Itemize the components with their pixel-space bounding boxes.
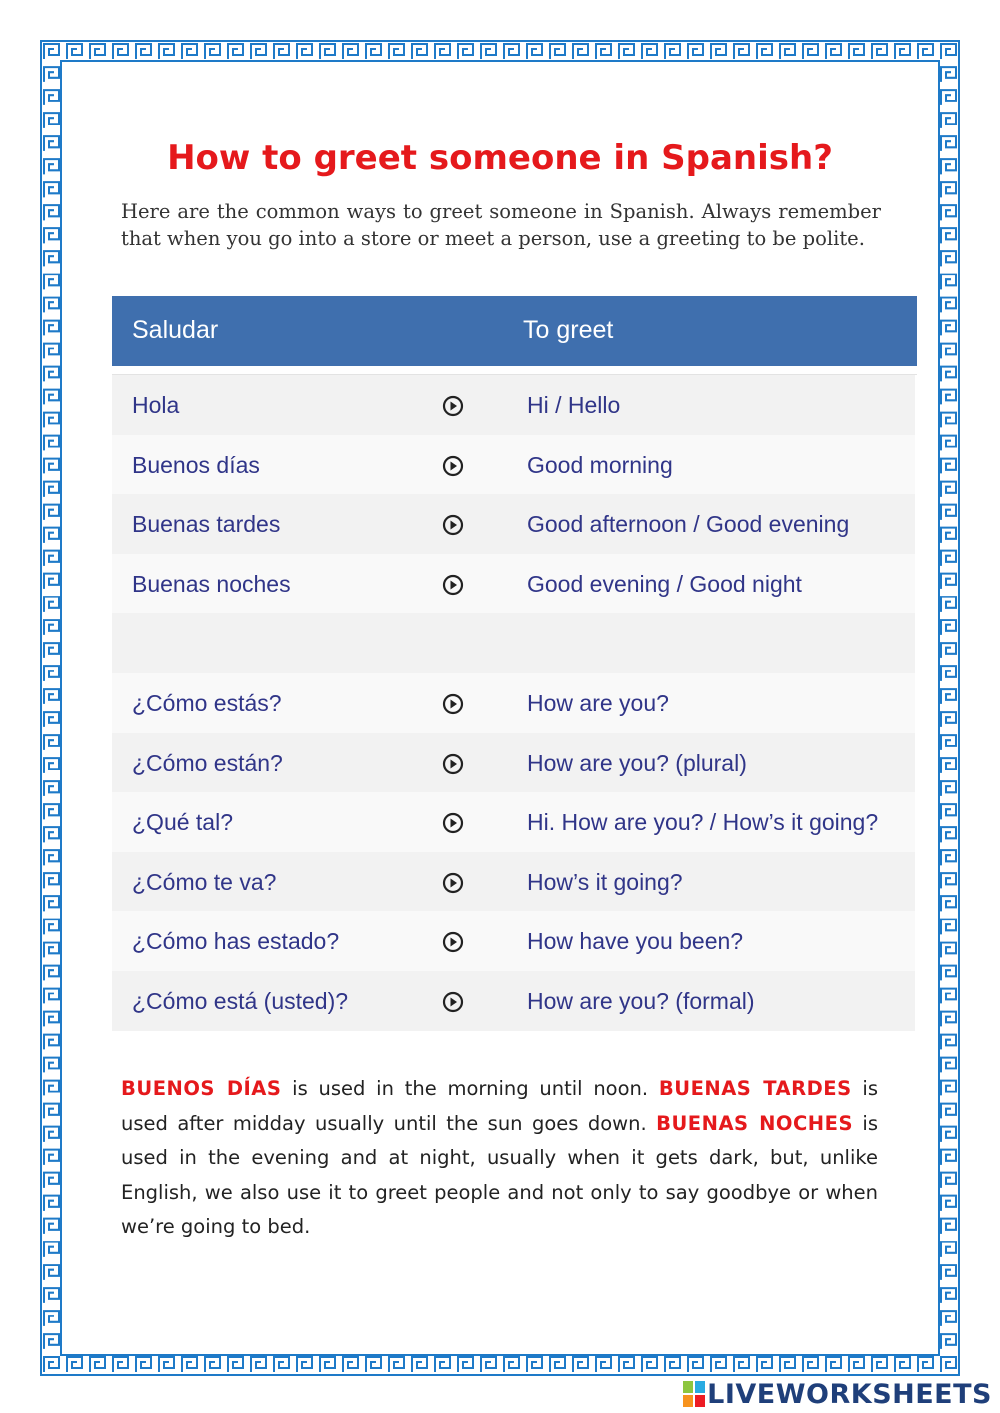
play-audio-icon[interactable]: [442, 872, 464, 894]
spanish-phrase: Buenos días: [132, 451, 260, 478]
keyword-buenos-dias: BUENOS DÍAS: [121, 1077, 282, 1100]
notes-text-2: is used after midday usually until the sun goes down.: [121, 1077, 878, 1135]
notes-text-1: is used in the morning until noon.: [281, 1077, 659, 1100]
spanish-phrase: ¿Cómo está (usted)?: [132, 987, 349, 1014]
liveworksheets-brand[interactable]: [683, 1377, 992, 1411]
english-translation: How are you?: [527, 689, 669, 716]
play-audio-icon[interactable]: [442, 395, 464, 417]
spanish-phrase: ¿Cómo te va?: [132, 868, 277, 895]
greetings-table: [112, 296, 917, 1031]
play-audio-icon[interactable]: [442, 455, 464, 477]
english-translation: How have you been?: [527, 928, 744, 955]
table-row: [112, 852, 915, 912]
english-translation: Good morning: [527, 451, 673, 478]
spanish-phrase: ¿Cómo has estado?: [132, 928, 340, 955]
liveworksheets-logo-icon: [683, 1381, 705, 1407]
english-translation: How are you? (plural): [527, 749, 747, 776]
play-audio-icon[interactable]: [442, 693, 464, 715]
english-translation: Good afternoon / Good evening: [527, 511, 850, 538]
keyword-buenas-tardes: BUENAS TARDES: [658, 1077, 852, 1100]
english-translation: Hi. How are you? / How’s it going?: [527, 809, 879, 836]
play-audio-icon[interactable]: [442, 931, 464, 953]
notes-text-3: is used in the evening and at night, usually when it gets dark, but, unlike English, we also use it to greet people and not only to say goodbye or when we’re going to bed.: [121, 1111, 879, 1238]
table-row: [112, 733, 915, 793]
table-row-spacer: [112, 613, 915, 673]
table-row: [112, 911, 915, 971]
spanish-phrase: Buenas noches: [132, 570, 291, 597]
notes-paragraph: [121, 1072, 878, 1245]
table-row: [112, 673, 915, 733]
spanish-phrase: ¿Cómo estás?: [132, 689, 282, 716]
english-translation: Hi / Hello: [527, 392, 621, 418]
header-divider: [112, 366, 917, 375]
table-row: [112, 971, 915, 1031]
page-title: How to greet someone in Spanish?: [167, 138, 833, 178]
spanish-phrase: Buenas tardes: [132, 511, 281, 538]
english-translation: Good evening / Good night: [527, 570, 802, 597]
play-audio-icon[interactable]: [442, 991, 464, 1013]
brand-name: LIVEWORKSHEETS: [707, 1378, 992, 1410]
spanish-phrase: Hola: [132, 392, 180, 418]
table-body: [112, 375, 915, 1031]
play-audio-icon[interactable]: [442, 574, 464, 596]
table-row: [112, 375, 915, 435]
keyword-buenas-noches: BUENAS NOCHES: [656, 1111, 853, 1135]
spanish-phrase: ¿Qué tal?: [132, 809, 233, 836]
table-header: [112, 296, 917, 366]
play-audio-icon[interactable]: [442, 812, 464, 834]
table-row: [112, 494, 915, 554]
header-spanish: Saludar: [132, 316, 219, 344]
english-translation: How’s it going?: [527, 868, 683, 895]
english-translation: How are you? (formal): [527, 987, 755, 1014]
table-row: [112, 554, 915, 614]
header-english: To greet: [523, 316, 614, 344]
spanish-phrase: ¿Cómo están?: [132, 749, 283, 776]
table-row: [112, 792, 915, 852]
play-audio-icon[interactable]: [442, 753, 464, 775]
table-row: [112, 435, 915, 495]
play-audio-icon[interactable]: [442, 514, 464, 536]
intro-paragraph: Here are the common ways to greet someone in Spanish. Always remember that when you go into a store or meet a person, use a greeting to be polite.: [121, 200, 881, 250]
